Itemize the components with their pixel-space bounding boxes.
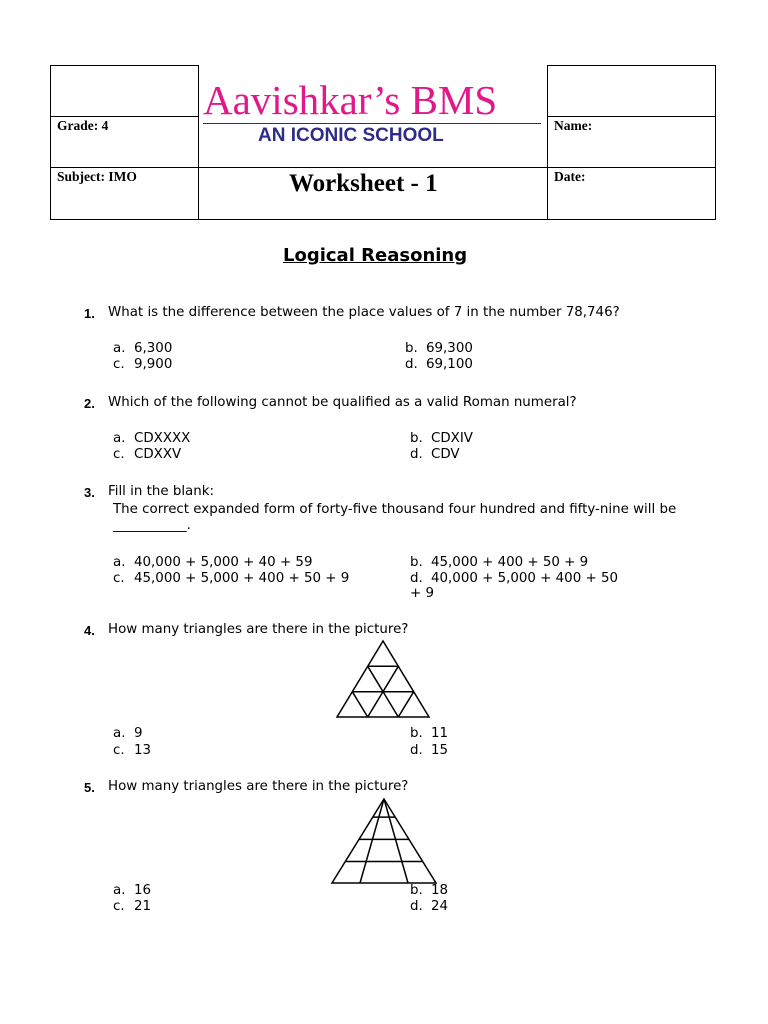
triangle-fan-figure [329, 797, 439, 885]
question-number: 4. [84, 623, 95, 638]
option-a [113, 431, 190, 446]
option-letter: a. [113, 341, 126, 356]
table-border [50, 116, 198, 117]
section-title: Logical Reasoning [283, 245, 468, 266]
question-number: 3. [84, 485, 95, 500]
option-b [410, 883, 448, 898]
subject-label: Subject: IMO [57, 169, 137, 184]
date-label: Date: [554, 169, 586, 184]
table-border [50, 167, 716, 168]
option-text: 24 [431, 899, 449, 914]
option-d [410, 743, 448, 758]
option-text: 45,000 + 5,000 + 400 + 50 + 9 [134, 571, 350, 586]
option-text: 6,300 [134, 341, 173, 356]
option-letter: b. [410, 555, 423, 570]
option-b [410, 555, 588, 570]
question-text: How many triangles are there in the picture? [108, 779, 409, 794]
option-d [410, 571, 618, 586]
option-text: 69,100 [426, 357, 473, 372]
option-b [410, 726, 448, 741]
question-number: 2. [84, 396, 95, 411]
option-letter: d. [410, 743, 423, 758]
table-border [547, 65, 548, 220]
option-letter: c. [113, 743, 125, 758]
option-a [113, 555, 312, 570]
grade-label: Grade: 4 [57, 118, 109, 133]
question-text: How many triangles are there in the picture? [108, 622, 409, 637]
option-b [405, 341, 473, 356]
table-border [715, 65, 716, 220]
option-letter: c. [113, 899, 125, 914]
option-letter: d. [405, 357, 418, 372]
school-tagline: AN ICONIC SCHOOL [258, 125, 444, 146]
option-text: 40,000 + 5,000 + 400 + 50 [431, 571, 618, 586]
table-border [50, 65, 198, 66]
option-letter: a. [113, 555, 126, 570]
school-logo-name: Aavishkar’s BMS [203, 77, 498, 123]
option-text: 21 [134, 899, 152, 914]
table-border [548, 116, 716, 117]
option-letter: b. [405, 341, 418, 356]
option-c [113, 571, 349, 586]
question-text: What is the difference between the place values of 7 in the number 78,746? [108, 305, 620, 320]
option-letter: b. [410, 431, 423, 446]
option-a [113, 341, 172, 356]
option-a [113, 883, 151, 898]
option-letter: d. [410, 899, 423, 914]
option-text: 9 [134, 726, 143, 741]
option-c [113, 357, 172, 372]
option-text: 11 [431, 726, 449, 741]
option-text: CDV [431, 447, 460, 462]
question-number: 1. [84, 306, 95, 321]
option-letter: c. [113, 571, 125, 586]
option-letter: c. [113, 447, 125, 462]
option-a [113, 726, 143, 741]
option-text: CDXXV [134, 447, 182, 462]
option-letter: b. [410, 883, 423, 898]
option-b [410, 431, 473, 446]
option-text: 69,300 [426, 341, 473, 356]
question-number: 5. [84, 780, 95, 795]
option-c [113, 899, 151, 914]
table-border [548, 65, 716, 66]
option-text: 18 [431, 883, 449, 898]
option-c [113, 743, 151, 758]
answer-blank: ___________. [113, 518, 191, 533]
option-text: 15 [431, 743, 449, 758]
table-border [50, 219, 716, 220]
option-letter: a. [113, 726, 126, 741]
option-text: 9,900 [134, 357, 173, 372]
option-d [410, 447, 460, 462]
name-label: Name: [554, 118, 593, 133]
option-text: CDXXXX [134, 431, 191, 446]
option-c [113, 447, 181, 462]
option-text: 45,000 + 400 + 50 + 9 [431, 555, 589, 570]
triangle-grid-figure [334, 639, 432, 719]
option-letter: d. [410, 447, 423, 462]
option-letter: a. [113, 883, 126, 898]
option-d-continuation: + 9 [410, 586, 434, 601]
option-d [410, 899, 448, 914]
question-text: Fill in the blank: [108, 484, 215, 499]
option-letter: b. [410, 726, 423, 741]
option-d [405, 357, 473, 372]
worksheet-title: Worksheet - 1 [289, 170, 438, 197]
option-text: 16 [134, 883, 152, 898]
question-text: Which of the following cannot be qualified as a valid Roman numeral? [108, 395, 577, 410]
option-text: CDXIV [431, 431, 473, 446]
question-text-line: The correct expanded form of forty-five thousand four hundred and fifty-nine will be [113, 502, 677, 517]
option-text: 13 [134, 743, 152, 758]
option-letter: c. [113, 357, 125, 372]
table-border [198, 65, 199, 220]
option-text: 40,000 + 5,000 + 40 + 59 [134, 555, 313, 570]
table-border [50, 65, 51, 220]
option-letter: d. [410, 571, 423, 586]
option-letter: a. [113, 431, 126, 446]
